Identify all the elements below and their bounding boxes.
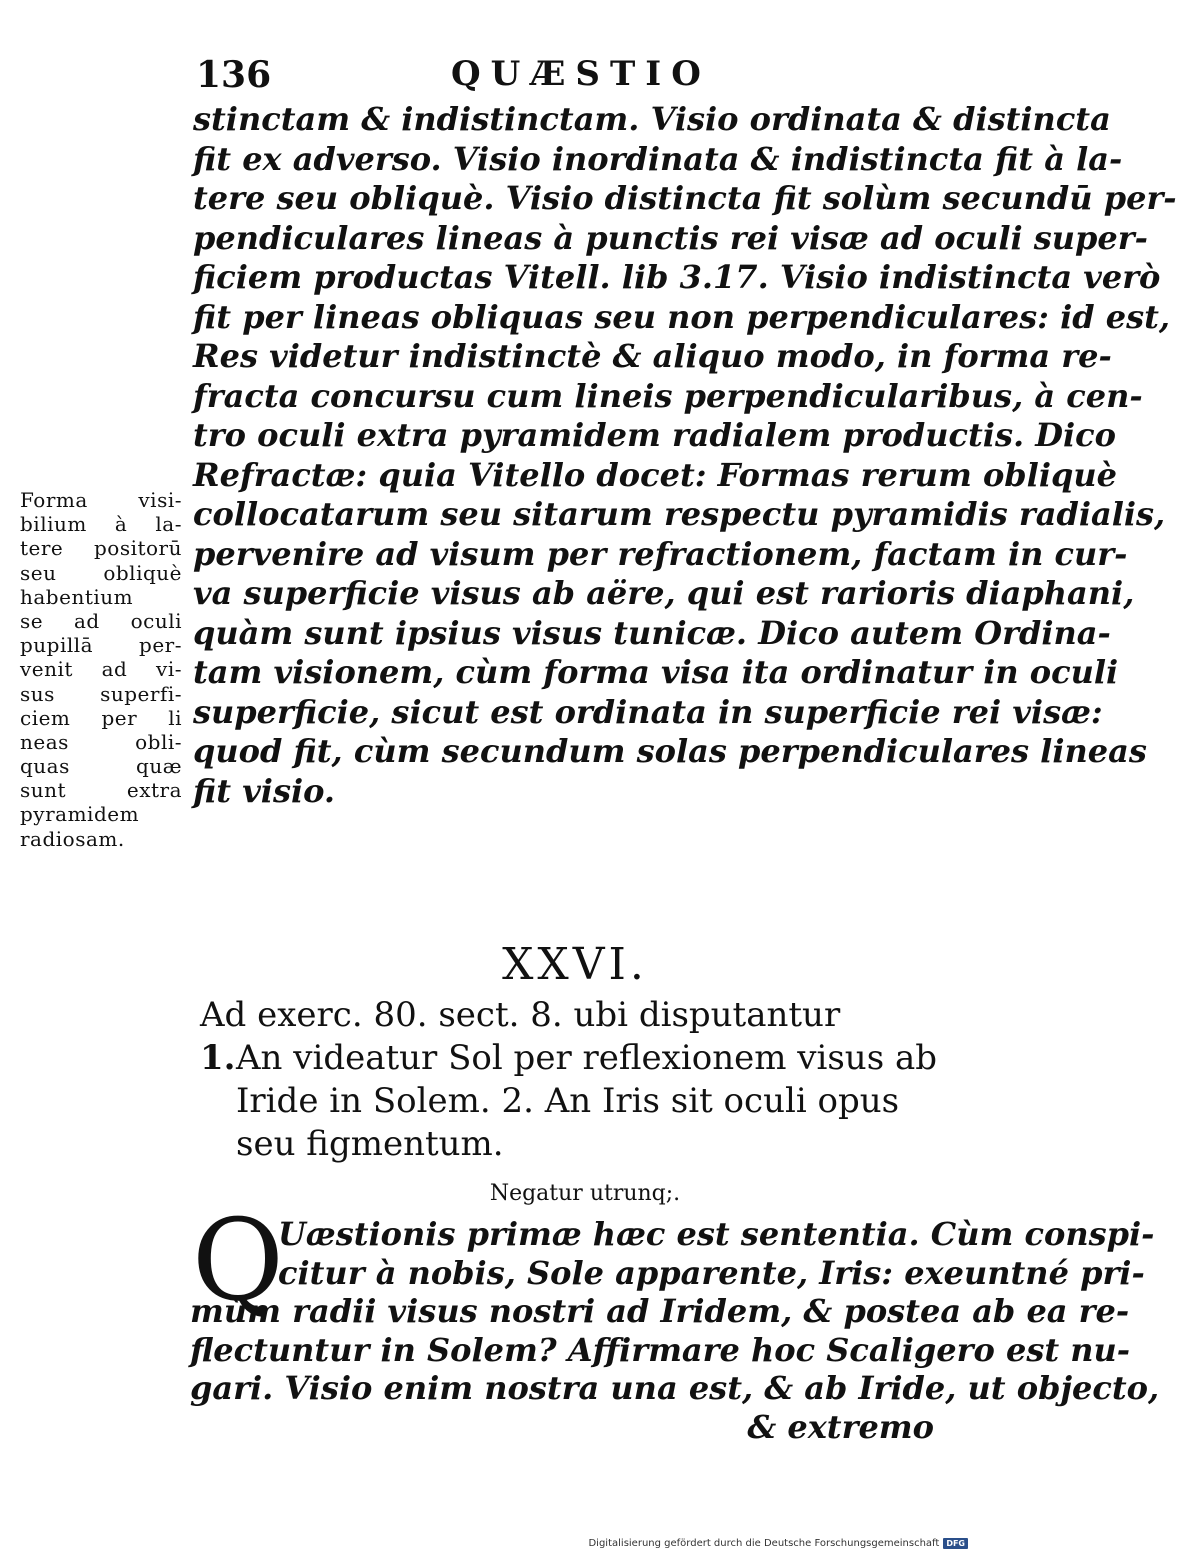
- heading-item-text: seu figmentum.: [236, 1124, 504, 1164]
- catchword: & extremo: [747, 1407, 934, 1446]
- margin-line: se ad oculi: [20, 608, 182, 633]
- running-head: QUÆSTIO: [451, 54, 711, 94]
- text-line: collocatarum seu sitarum respectu pyramidis radialis,: [193, 495, 1166, 533]
- page-header: [196, 50, 936, 98]
- drop-cap: Q: [192, 1196, 284, 1326]
- text-line: Refractæ: quia Vitello docet: Formas rerum obliquè: [193, 455, 1117, 494]
- heading-item-continuation: [200, 1123, 940, 1166]
- text-line: fracta concursu cum lineis perpendicularibus, à cen-: [193, 376, 1143, 415]
- text-line: va superficie visus ab aëre, qui est rarioris diaphani,: [193, 574, 1135, 612]
- heading-item-text: Iride in Solem. 2. An Iris sit oculi opus: [236, 1081, 900, 1121]
- margin-line: neas obli-: [20, 729, 182, 754]
- margin-line: pyramidem: [20, 802, 140, 827]
- text-line: quod fit, cùm secundum solas perpendiculares lineas: [193, 732, 1147, 770]
- heading-item-number: 1.: [200, 1038, 236, 1078]
- margin-line: seu obliquè: [20, 560, 182, 585]
- text-line: superficie, sicut est ordinata in superficie rei visæ:: [193, 692, 1103, 731]
- text-line: ficiem productas Vitell. lib 3.17. Visio indistincta verò: [193, 258, 1161, 296]
- heading-item-text: An videatur Sol per reflexionem visus ab: [236, 1038, 937, 1078]
- text-line: stinctam & indistinctam. Visio ordinata & distincta: [193, 100, 1111, 138]
- text-line: gari. Visio enim nostra una est, & ab Iride, ut objecto,: [190, 1369, 1160, 1407]
- dfg-logo: DFG: [943, 1538, 968, 1549]
- digitization-credit: [588, 1538, 968, 1549]
- margin-line: sunt extra: [20, 778, 182, 803]
- margin-line: pupillā per-: [20, 633, 182, 658]
- text-line: tam visionem, cùm forma visa ita ordinatur in oculi: [193, 653, 1119, 691]
- margin-line: sus superfi-: [20, 681, 182, 706]
- margin-line: bilium à la-: [20, 512, 182, 537]
- margin-line: quas quæ: [20, 754, 182, 779]
- section-heading: [200, 994, 940, 1166]
- heading-item-continuation: [200, 1080, 940, 1123]
- text-line: pendiculares lineas à punctis rei visæ ad oculi super-: [193, 218, 1148, 257]
- page-number: 136: [196, 54, 272, 96]
- body-text-block: [190, 1196, 1160, 1446]
- margin-line: ciem per li: [20, 705, 182, 730]
- text-line: quàm sunt ipsius visus tunicæ. Dico autem Ordina-: [193, 613, 1111, 652]
- margin-line: habentium: [20, 584, 134, 609]
- text-line: fit ex adverso. Visio inordinata & indistincta fit à la-: [193, 139, 1123, 178]
- credit-text: Digitalisierung gefördert durch die Deutsche Forschungsgemeinschaft: [588, 1538, 940, 1549]
- text-line: tro oculi extra pyramidem radialem productis. Dico: [193, 416, 1116, 454]
- margin-line: tere positorū: [20, 536, 182, 561]
- text-line: Uæstionis primæ hæc est sententia. Cùm conspi-: [278, 1215, 1155, 1253]
- main-text-block: [193, 100, 1177, 811]
- text-line: Res videtur indistinctè & aliquo modo, in forma re-: [193, 337, 1112, 375]
- text-line: tere seu obliquè. Visio distincta fit solùm secundū per-: [193, 179, 1177, 217]
- text-line: citur à nobis, Sole apparente, Iris: exeuntné pri-: [278, 1253, 1145, 1292]
- text-line: pervenire ad visum per refractionem, factam in cur-: [193, 534, 1128, 573]
- text-line: fit visio.: [193, 771, 336, 810]
- negatur-line: Negatur utrunq;.: [489, 1181, 681, 1206]
- text-line: flectuntur in Solem? Affirmare hoc Scaligero est nu-: [190, 1330, 1131, 1369]
- margin-line: Forma visi-: [20, 488, 182, 512]
- section-number: XXVI.: [502, 939, 648, 990]
- heading-line: Ad exerc. 80. sect. 8. ubi disputantur: [200, 995, 841, 1035]
- text-line: fit per lineas obliquas seu non perpendiculares: id est,: [193, 297, 1171, 336]
- margin-note: [20, 488, 182, 851]
- text-line: mùm radii visus nostri ad Iridem, & postea ab ea re-: [190, 1292, 1130, 1330]
- heading-item: [200, 1037, 940, 1080]
- margin-line: venit ad vi-: [20, 657, 182, 682]
- margin-line: radiosam.: [20, 826, 125, 851]
